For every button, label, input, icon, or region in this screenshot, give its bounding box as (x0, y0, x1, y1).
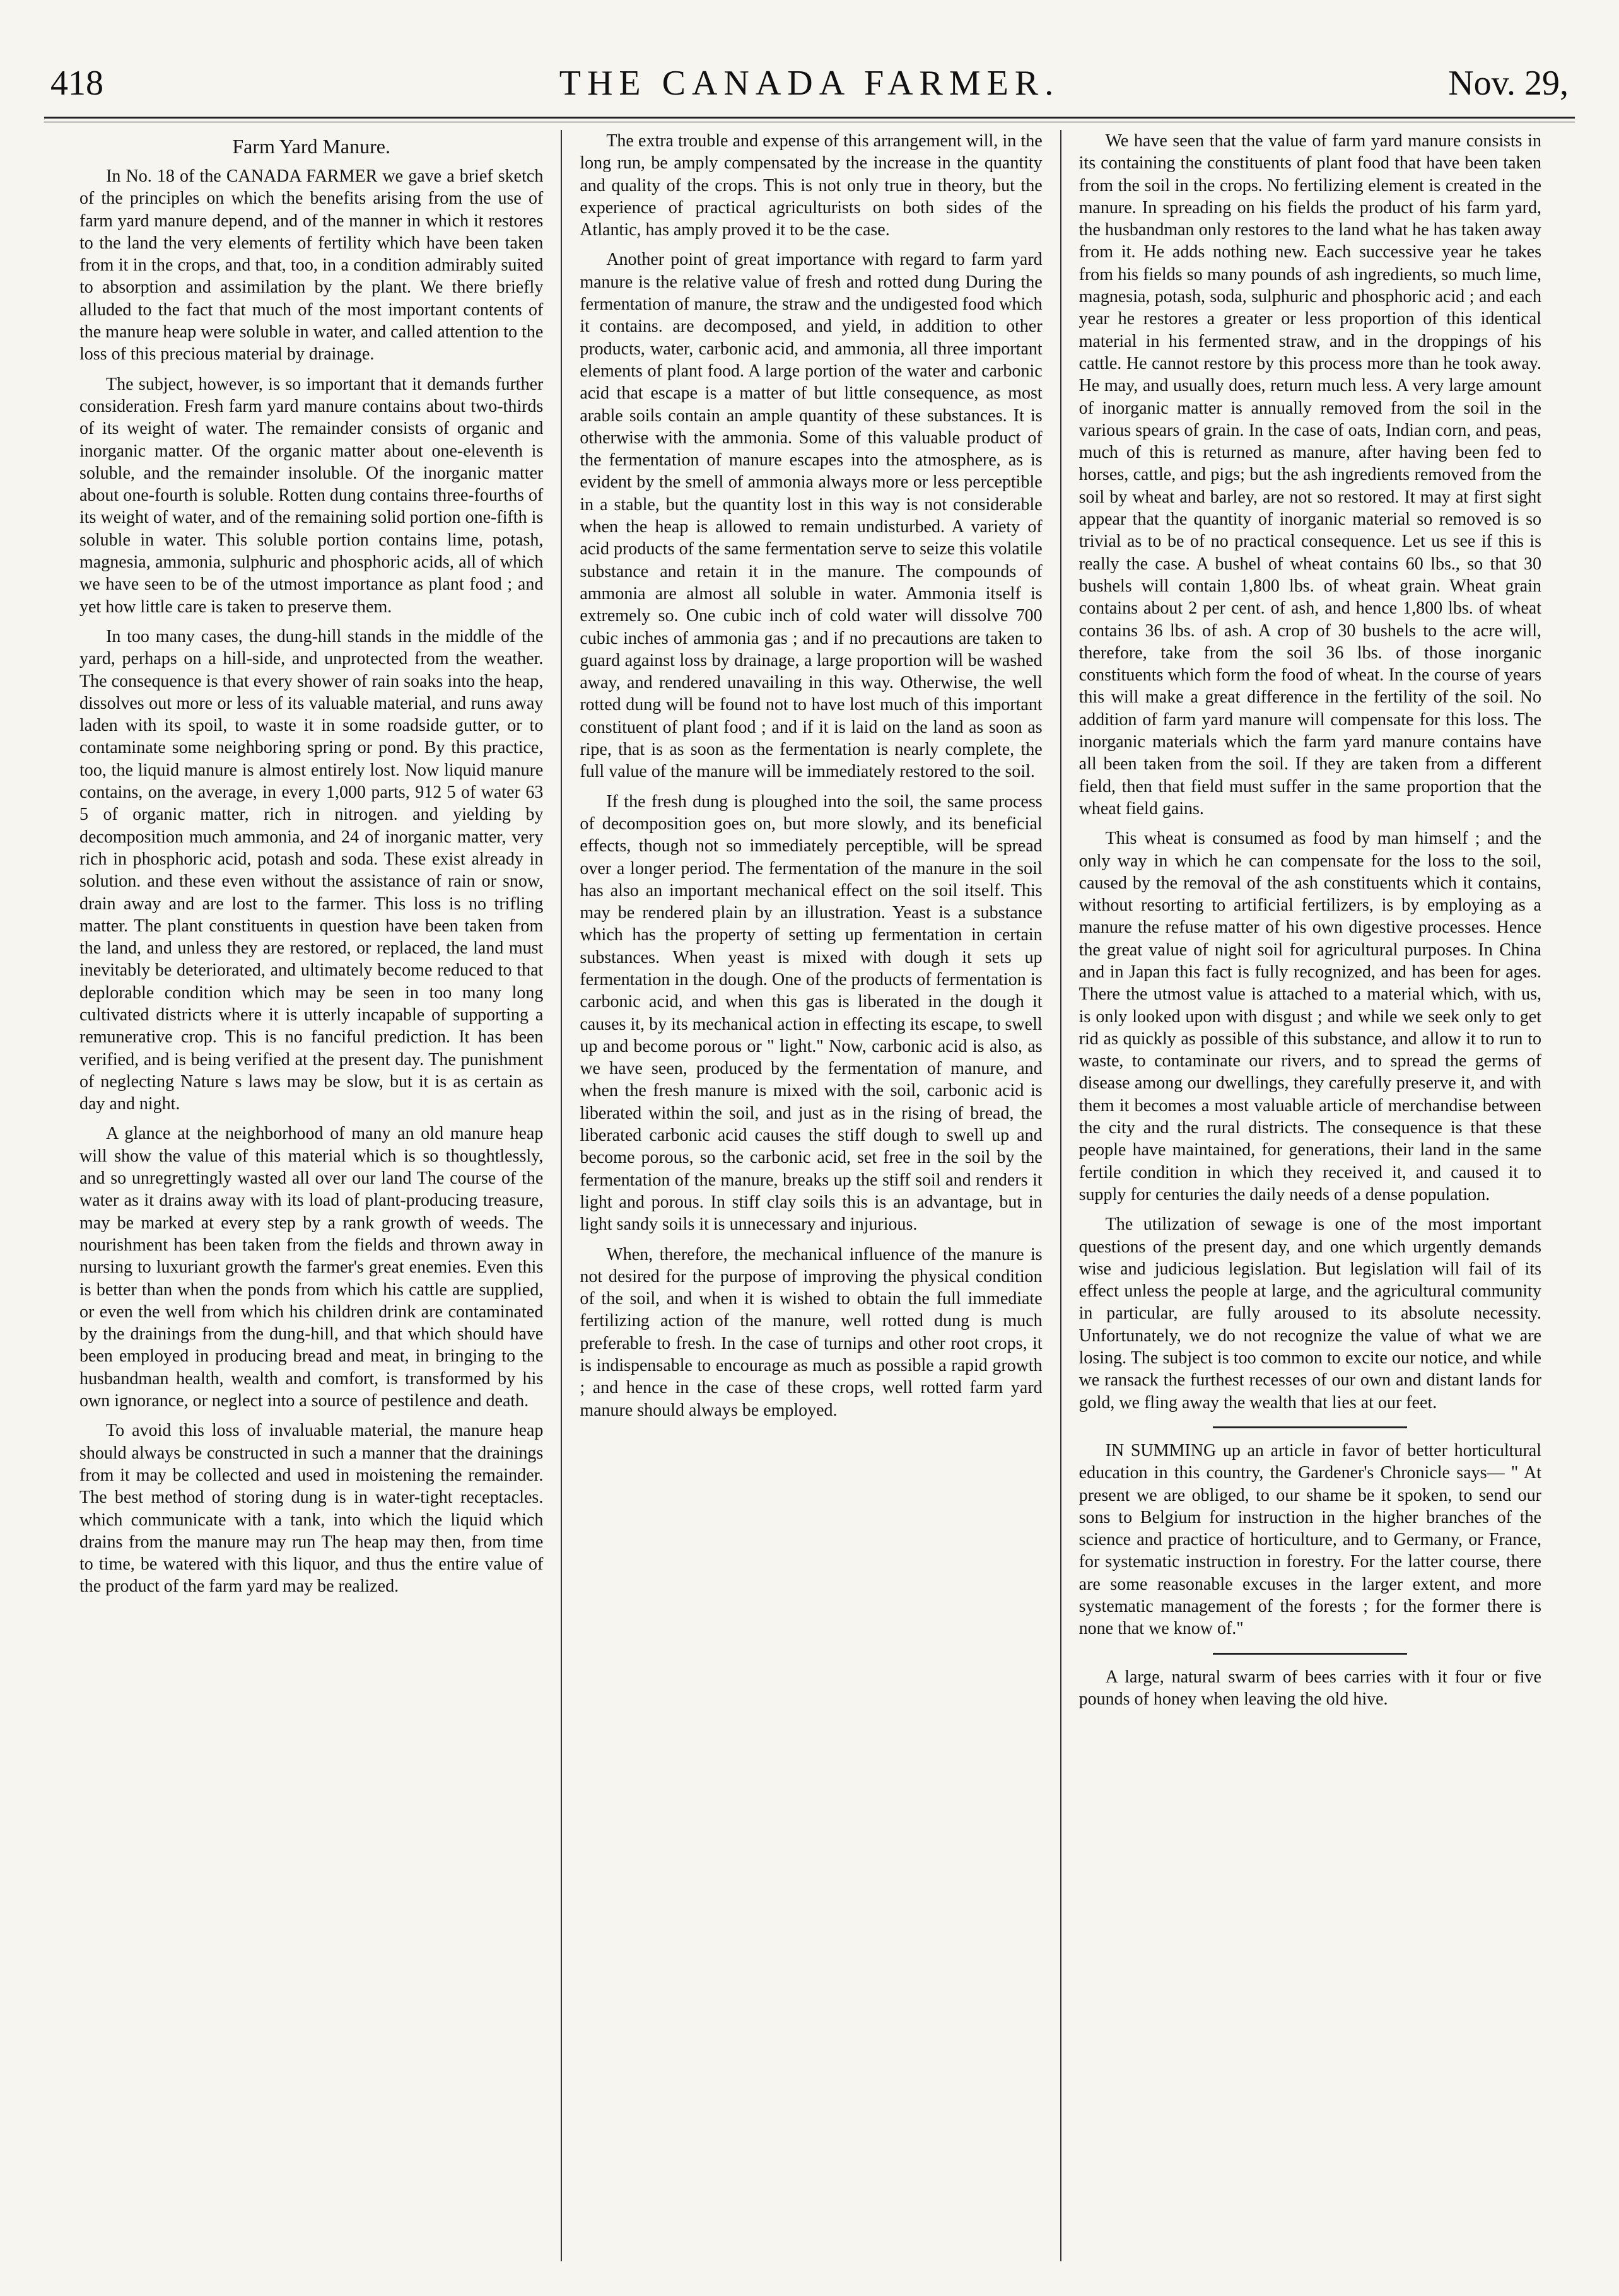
article-paragraph: This wheat is consumed as food by man himself ; and the only way in which he can compensate for the loss to the soil, caused by the removal of the ash constituents which it contains, without resorting to artificial fertilizers, is by employing as a manure the refuse matter of his own digestive processes. Hence the great value of night soil for agricultural purposes. In China and in Japan this fact is fully recognized, and has been for ages. There the utmost value is attached to a material which, with us, is only looked upon with disgust ; and while we seek only to get rid as quickly as possible of this substance, and allow it to run to waste, to contaminate our rivers, and to spread the germs of disease among our dwellings, they carefully preserve it, and with them it becomes a most valuable article of merchandise between the city and the rural districts. The consequence is that these people have maintained, for generations, their land in the same fertile condition in which they received it, and caused it to supply for centuries the daily needs of a dense population. (1078, 829, 1541, 1204)
article-paragraph: If the fresh dung is ploughed into the soil, the same process of decomposition goes on, but more slowly, and its beneficial effects, though not so immediately perceptible, will be spread over a longer period. The fermentation of the manure in the soil has also an important mechanical effect on the soil itself. This may be rendered plain by an illustration. Yeast is a substance which has the property of setting up fermentation in certain substances. When yeast is mixed with dough it sets up fermentation in the dough. One of the products of fermentation is carbonic acid, and when this gas is liberated in the dough it causes it, by its mechanical action in effecting its escape, to swell up and become porous or " light." Now, carbonic acid is also, as we have seen, produced by the fermentation of manure, and when the fresh manure is mixed with the soil, carbonic acid is liberated within the soil, and just as in the rising of bread, the liberated carbonic acid causes the stiff dough to swell up and become porous, so the carbonic acid, set free in the soil by the fermentation of the manure, breaks up the stiff soil and renders it light and porous. In stiff clay soils this is an advantage, but in light sandy soils it is unnecessary and injurious. (580, 791, 1043, 1235)
article-paragraph: The subject, however, is so important that it demands further consideration. Fresh farm yard manure contains about two-thirds of its weight of water. The remainder consists of organic and inorganic matter. Of the organic matter about one-eleventh is soluble, and the remainder insoluble. Of the inorganic matter about one-fourth is soluble. Rotten dung contains three-fourths of its weight of water, and of the remaining solid portion one-fifth is soluble in water. This soluble portion contains lime, potash, magnesia, ammonia, sulphuric and phosphoric acids, all of which we have seen to be of the utmost importance as plant food ; and yet how little care is taken to preserve them. (79, 374, 544, 617)
article-paragraph: A glance at the neighborhood of many an old manure heap will show the value of this material which is so thoughtlessly, and so unregrettingly wasted all over our land The course of the water as it drains away with its load of plant-producing treasure, may be marked at every step by a rank growth of weeds. The nourishment has been taken from the fields and thrown away in nursing to luxuriant growth the farmer's great enemies. Even this is better than when the ponds from which his cattle are supplied, or even the well from which his children drink are contaminated by the drainings from the dung-hill, and that which should have been employed in producing bread and meat, in bringing to the husbandman health, wealth and comfort, is transformed by his own ignorance, or neglect into a source of pestilence and death. (79, 1124, 544, 1411)
article-paragraph: In No. 18 of the CANADA FARMER we gave a brief sketch of the principles on which the benefits arising from the use of farm yard manure depend, and of the manner in which it restores to the land the very elements of fertility which have been taken from it in the crops, and that, too, in a condition admirably suited to absorption and assimilation by the plant. We there briefly alluded to the fact that much of the most important contents of the manure heap were soluble in water, and called attention to the loss of this precious material by drainage. (79, 166, 544, 364)
article-paragraph: The extra trouble and expense of this arrangement will, in the long run, be amply compensated by the increase in the quantity and quality of the crops. This is not only true in theory, but the experience of practical agriculturists on both sides of the Atlantic, has amply proved it to be the case. (580, 131, 1043, 240)
issue-date: Nov. 29, (1448, 64, 1569, 103)
article-paragraph: In too many cases, the dung-hill stands in the middle of the yard, perhaps on a hill-side, and unprotected from the weather. The consequence is that every shower of rain soaks into the heap, dissolves out more or less of its valuable material, and runs away laden with its spoil, to waste it in some roadside gutter, or to contaminate some neighboring spring or pond. By this practice, too, the liquid manure is almost entirely lost. Now liquid manure contains, on the average, in every 1,000 parts, 912 5 of water 63 5 of organic matter, rich in nitrogen. and yielding by decomposition much ammonia, and 24 of inorganic matter, very rich in phosphoric acid, potash and soda. These exist already in solution. and these even without the assistance of rain or snow, drain away and are lost to the farmer. This loss is no trifling matter. The plant constituents in question have been taken from the land, and unless they are restored, or replaced, the land must inevitably be deteriorated, and ultimately become reduced to that deplorable condition which may be seen in too many long cultivated districts where it is utterly incapable of supporting a remunerative crop. This is no fanciful prediction. It has been verified, and is being verified at the present day. The punishment of neglecting Nature s laws may be slow, but it is as certain as day and night. (79, 626, 544, 1114)
column-1 (62, 130, 561, 2261)
article-paragraph: We have seen that the value of farm yard manure consists in its containing the constituents of plant food that have been taken from the soil in the crops. No fertilizing element is created in the manure. In spreading on his fields the product of his farm yard, the husbandman only restores to the land what he has taken away from it. He adds nothing new. Each successive year he takes from his fields so many pounds of ash ingredients, so much lime, magnesia, potash, soda, sulphuric and phosphoric acid ; and each year he restores a greater or less proportion of this identical material in his fermented straw, and in the droppings of his cattle. He cannot restore by this process more than he took away. He may, and usually does, return much less. A very large amount of inorganic matter is annually removed from the soil in the various spears of grain. In the case of oats, Indian corn, and peas, much of this is returned as manure, after having been fed to horses, cattle, and pigs; but the ash ingredients removed from the soil by wheat and barley, are not so restored. It may at first sight appear that the quantity of inorganic material so removed is so trivial as to be of no practical consequence. Let us see if this is really the case. A bushel of wheat contains 60 lbs., so that 30 bushels will contain 1,800 lbs. of wheat grain. Wheat grain contains about 2 per cent. of ash, and hence 1,800 lbs. of wheat contains 36 lbs. of ash. A crop of 30 bushels to the acre will, therefore, take from the soil 36 lbs. of those inorganic constituents which form the food of wheat. In the course of years this will make a great difference in the fertility of the soil. No addition of farm yard manure will compensate for this loss. The inorganic materials which the farm yard manure contains have all been taken from the soil. If they are taken from a different field, then that field must suffer in the same proportion that the wheat field gains. (1078, 131, 1541, 819)
masthead (44, 58, 1575, 115)
article-heading: Farm Yard Manure. (232, 135, 390, 158)
note-bees: A large, natural swarm of bees carries with it four or five pounds of honey when leaving the old hive. (1078, 1667, 1541, 1709)
column-3 (1060, 130, 1559, 2261)
column-2 (561, 130, 1060, 2261)
section-divider (1213, 1426, 1407, 1428)
note-horticulture: IN SUMMING up an article in favor of better horticultural education in this country, the Gardener's Chronicle says— " At present we are obliged, to our shame be it spoken, to send our sons to Belgium for instruction in the higher branches of the science and practice of horticulture, and to Germany, or France, for systematic instruction in forestry. For the latter course, there are some reasonable excuses in the larger extent, and more systematic management of the forests ; for the former there is none that we know of." (1078, 1440, 1541, 1639)
article-paragraph: When, therefore, the mechanical influence of the manure is not desired for the purpose of improving the physical condition of the soil, and when it is wished to obtain the full immediate fertilizing action of the manure, well rotted dung is much preferable to fresh. In the case of turnips and other root crops, it is indispensable to encourage as much as possible a rapid growth ; and hence in the case of these crops, well rotted farm yard manure should always be employed. (580, 1244, 1043, 1420)
article-columns (62, 130, 1559, 2261)
page-number: 418 (50, 64, 103, 103)
masthead-rule (44, 117, 1575, 119)
masthead-title: THE CANADA FARMER. (559, 64, 1060, 103)
section-divider (1213, 1653, 1407, 1655)
article-paragraph: Another point of great importance with regard to farm yard manure is the relative value of fresh and rotted dung During the fermentation of manure, the straw and the undigested food which it contains. are decomposed, and yield, in addition to other products, water, carbonic acid, and ammonia, all three important elements of plant food. A large portion of the water and carbonic acid that escape is a matter of but little consequence, as most arable soils contain an ample quantity of these substances. It is otherwise with the ammonia. Some of this valuable product of the fermentation of manure escapes into the atmosphere, as is evident by the smell of ammonia always more or less perceptible in a stable, but the quantity lost in this way is not considerable when the heap is allowed to remain undisturbed. A variety of acid products of the same fermentation serve to seize this volatile substance and retain it in the manure. The compounds of ammonia are almost all soluble in water. Ammonia itself is extremely so. One cubic inch of cold water will dissolve 700 cubic inches of ammonia gas ; and if no precautions are taken to guard against loss by drainage, a large proportion will be washed away, and rendered unavailing in this way. Otherwise, the well rotted dung will be found not to have lost much of this important constituent of plant food ; and if it is laid on the land as soon as ripe, that is as soon as the fermentation is nearly complete, the full value of the manure will be immediately restored to the soil. (580, 250, 1043, 782)
article-paragraph: To avoid this loss of invaluable material, the manure heap should always be constructed in such a manner that the drainings from it may be collected and used in moistening the remainder. The best method of storing dung is in water-tight receptacles. which communicate with a tank, into which the liquid which drains from the manure may run The heap may then, from time to time, be watered with this liquor, and thus the entire value of the product of the farm yard may be realized. (79, 1421, 544, 1597)
article-paragraph: The utilization of sewage is one of the most important questions of the present day, and one which urgently demands wise and judicious legislation. But legislation will fail of its effect unless the people at large, and the agricultural community in particular, are fully aroused to its absolute necessity. Unfortunately, we do not recognize the value of what we are losing. The subject is too common to excite our notice, and while we ransack the furthest recesses of our own and distant lands for gold, we fling away the wealth that lies at our feet. (1078, 1215, 1541, 1413)
